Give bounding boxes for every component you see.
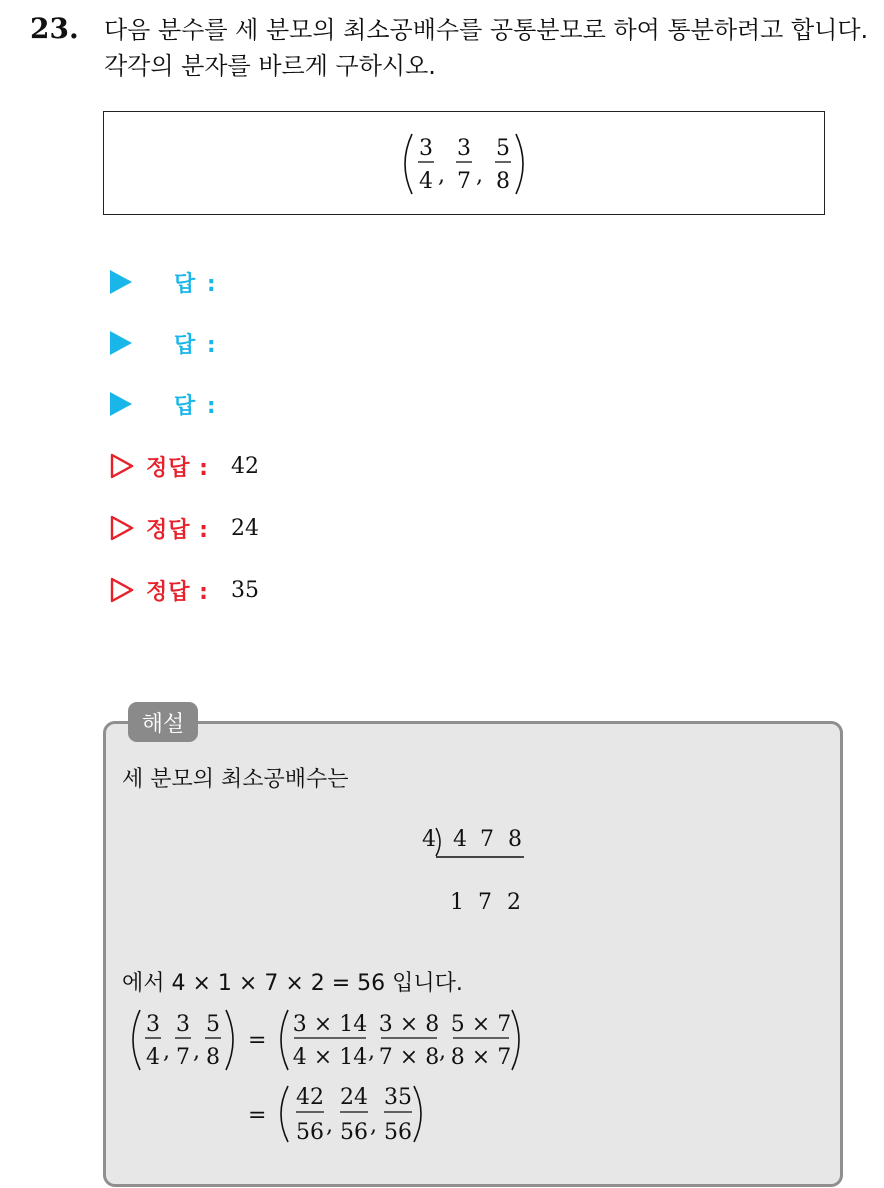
given-fractions-box [103,111,825,215]
outline-triangle-icon [110,577,134,603]
eq1-lhs-den: 8 [206,1045,220,1070]
eq1-rhs-den: 4 × 14 [292,1045,368,1070]
play-triangle-icon [110,392,132,416]
division-dividend: 8 [508,827,522,852]
svg-text:,: , [193,1039,200,1064]
outline-triangle-icon [110,453,134,479]
eq2-rhs-num: 42 [296,1085,324,1110]
eq2-rhs-num: 35 [384,1085,412,1110]
division-dividend: 7 [480,827,494,852]
given-frac-1-num: 3 [419,136,433,161]
explanation-tag: 해설 [128,702,198,742]
outline-triangle-icon [110,515,134,541]
eq1-lhs-num: 3 [146,1012,160,1037]
correct-answer-value: 24 [230,515,259,541]
svg-text:,: , [370,1113,377,1138]
eq1-lhs-num: 3 [176,1012,190,1037]
eq2-rhs-den: 56 [340,1120,368,1145]
play-triangle-icon [110,270,132,294]
explanation-lcm-line: 에서 4 × 1 × 7 × 2 = 56 입니다. [122,971,463,996]
given-frac-2-num: 3 [457,136,471,161]
correct-answer-label: 정답 : [146,579,209,605]
eq1-lhs-den: 4 [146,1045,160,1070]
svg-text:,: , [476,163,483,188]
answer-label: 답 : [174,332,218,358]
eq1-rhs-num: 5 × 7 [450,1012,512,1037]
correct-answer-row [110,448,259,484]
eq1-lhs-num: 5 [206,1012,220,1037]
svg-text:,: , [368,1039,375,1064]
division-divisor: 4 [422,827,436,852]
answer-label: 답 : [174,271,218,297]
correct-answer-label: 정답 : [146,455,209,481]
correct-answer-row [110,572,259,608]
answer-label: 답 : [174,393,218,419]
division-quotient: 1 [450,890,464,915]
explanation-intro: 세 분모의 최소공배수는 [122,767,349,792]
svg-text:,: , [438,163,445,188]
given-frac-3-num: 5 [496,136,510,161]
svg-text:,: , [163,1039,170,1064]
eq1-equals: = [248,1028,267,1053]
answer-row[interactable] [110,325,218,361]
given-frac-2-den: 7 [457,169,471,194]
division-dividend: 4 [453,827,467,852]
eq2-rhs-den: 56 [296,1120,324,1145]
correct-answer-label: 정답 : [146,517,209,543]
given-frac-1-den: 4 [419,169,433,194]
question-number: 23. [30,12,79,45]
svg-text:,: , [326,1113,333,1138]
correct-answer-value: 35 [230,577,259,603]
eq1-rhs-den: 8 × 7 [450,1045,512,1070]
eq1-rhs-den: 7 × 8 [378,1045,440,1070]
play-triangle-icon [110,331,132,355]
eq2-equals: = [248,1103,267,1128]
given-frac-3-den: 8 [496,169,510,194]
eq2-rhs-num: 24 [340,1085,368,1110]
eq2-rhs-den: 56 [384,1120,412,1145]
eq1-rhs-num: 3 × 14 [292,1012,368,1037]
correct-answer-value: 42 [230,453,259,479]
division-quotient: 7 [478,890,492,915]
svg-text:,: , [439,1039,446,1064]
division-quotient: 2 [507,890,521,915]
correct-answer-row [110,510,259,546]
answer-row[interactable] [110,386,218,422]
eq1-lhs-den: 7 [176,1045,190,1070]
eq1-rhs-num: 3 × 8 [378,1012,440,1037]
answer-row[interactable] [110,264,218,300]
question-text: 다음 분수를 세 분모의 최소공배수를 공통분모로 하여 통분하려고 합니다. 각각의 분자를 바르게 구하시오. [104,16,869,80]
